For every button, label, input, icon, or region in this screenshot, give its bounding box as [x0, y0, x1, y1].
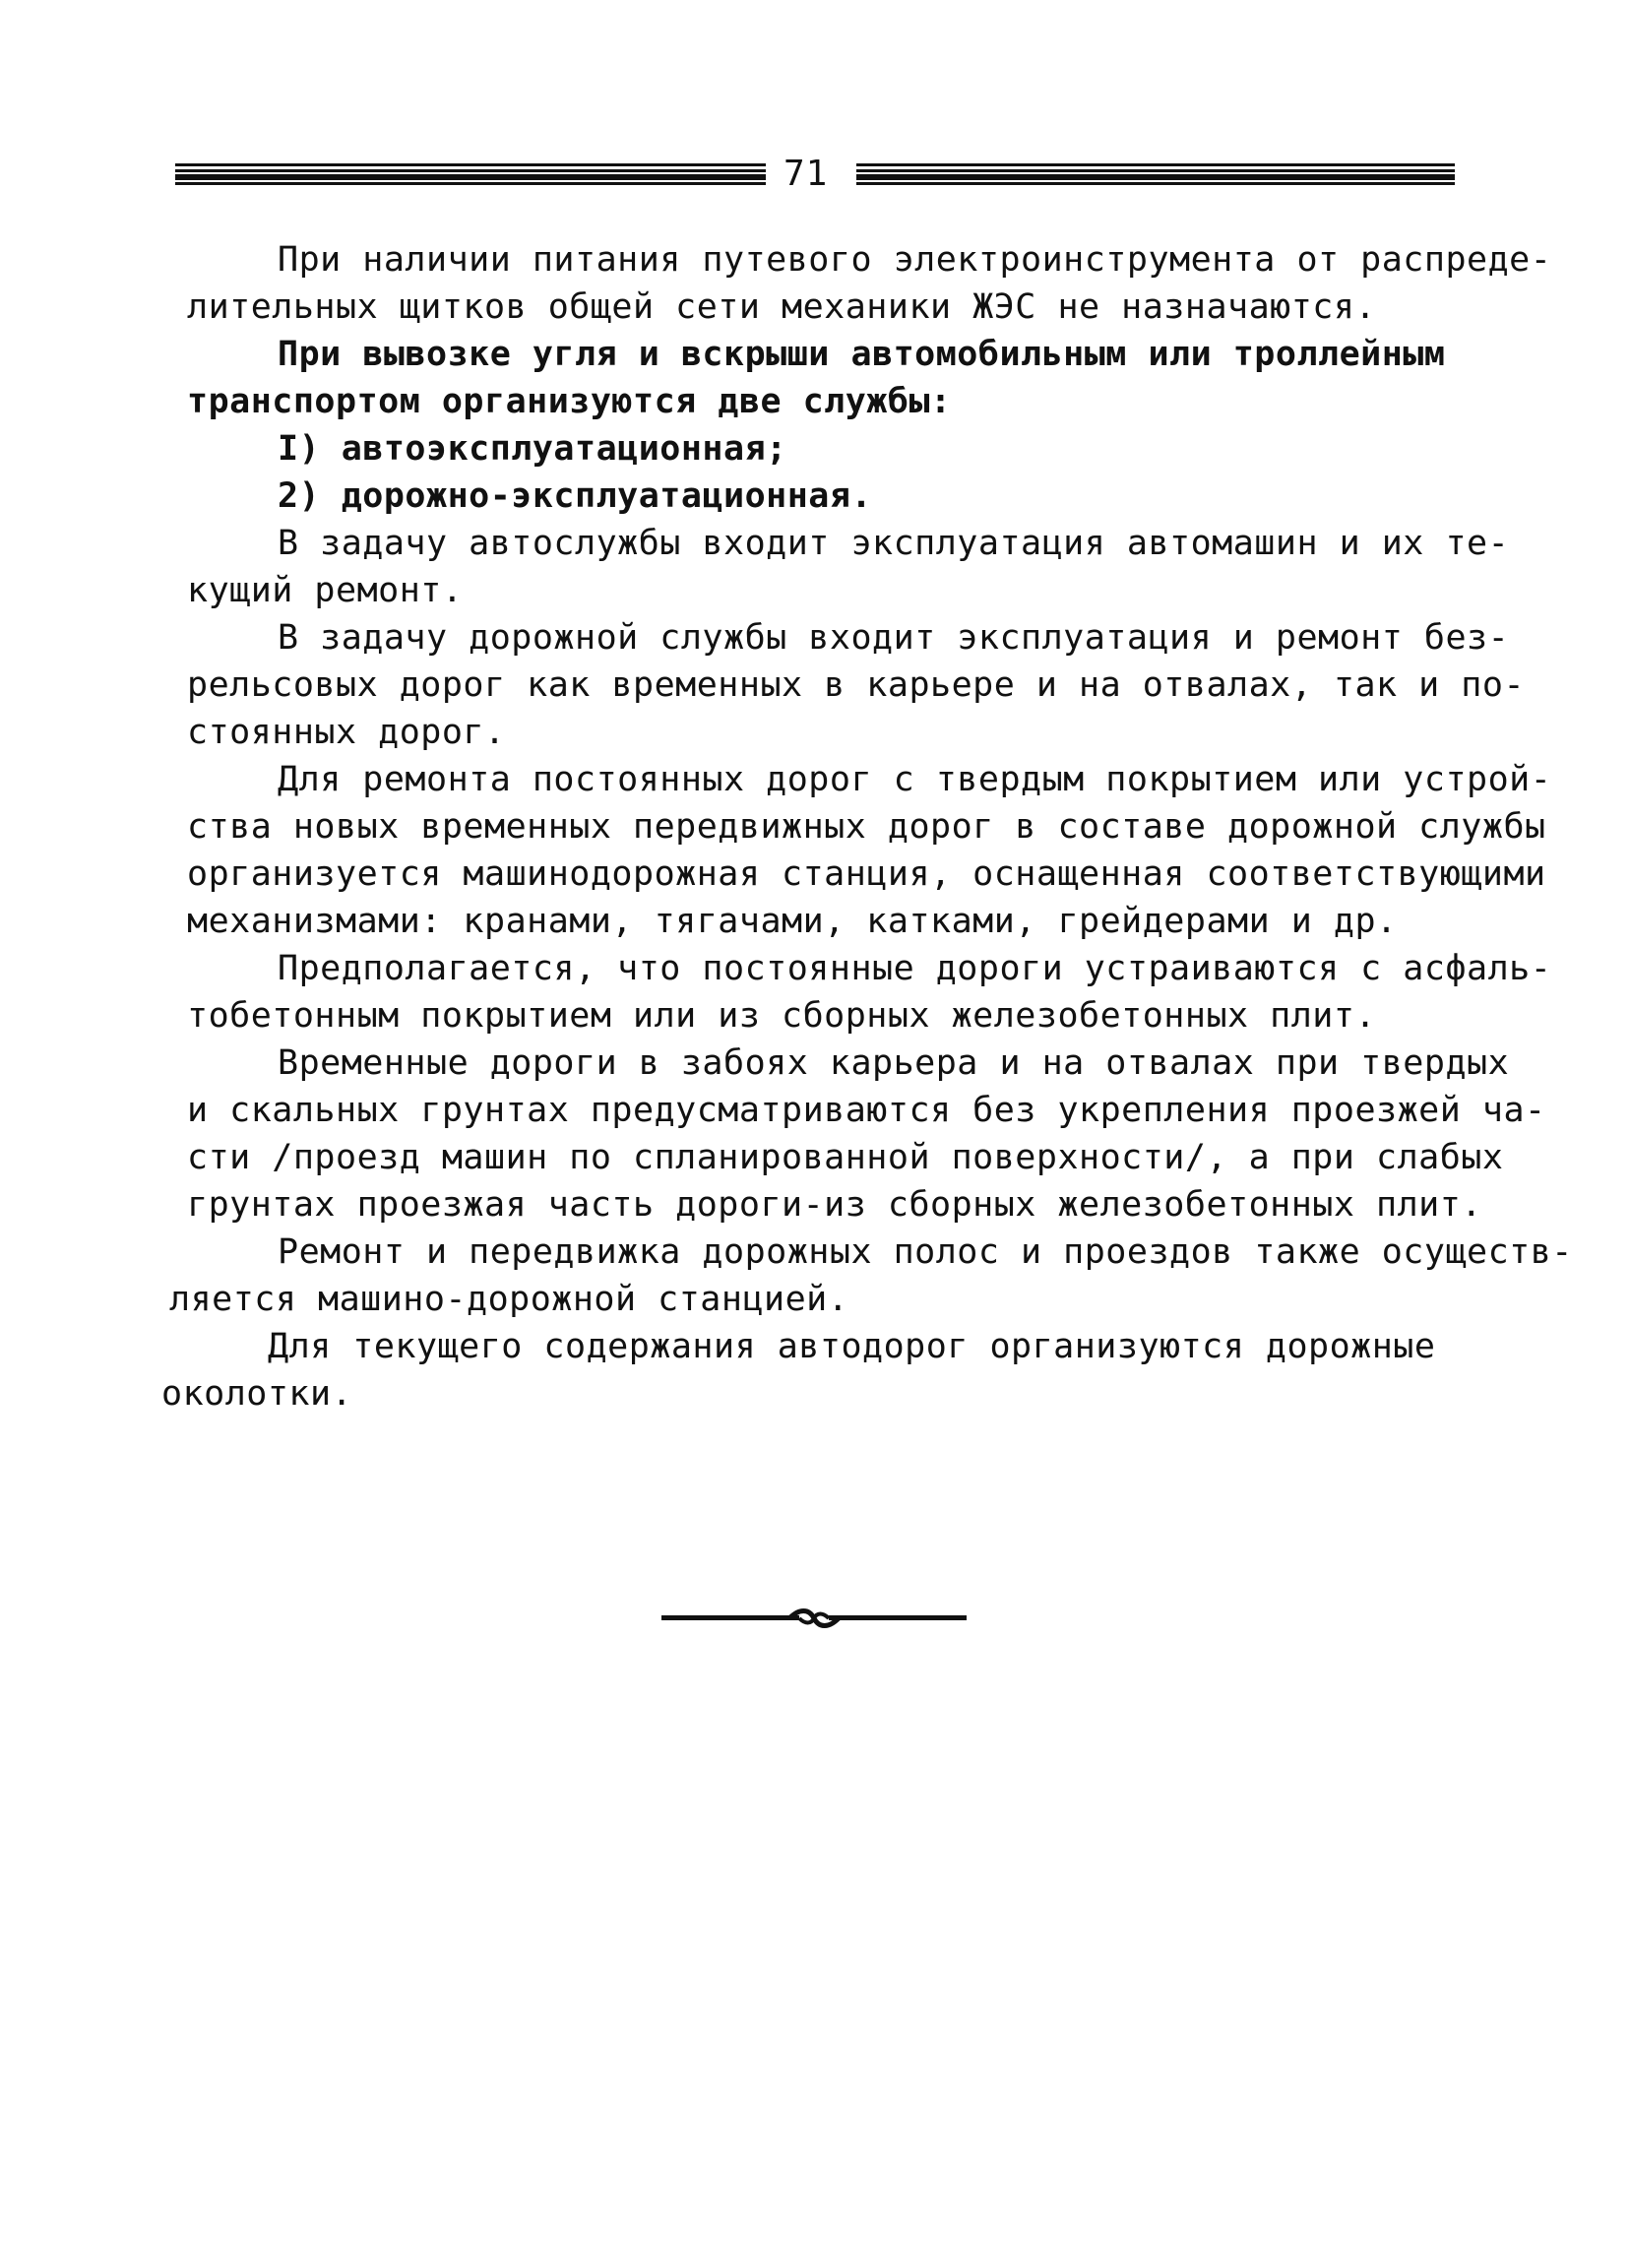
page-number: 71 [784, 154, 829, 194]
text-line: грунтах проезжая часть дороги-из сборных железобетонных плит. [187, 1185, 1482, 1225]
text-line: лительных щитков общей сети механики ЖЭС не назначаются. [187, 287, 1377, 327]
list-item-2: 2) дорожно-эксплуатационная. [278, 476, 873, 516]
text-line: При вывозке угля и вскрыши автомобильным или троллейным [278, 335, 1446, 374]
text-line: Для текущего содержания автодорог организуются дорожные [268, 1327, 1436, 1366]
text-line: транспортом организуются две службы: [187, 382, 952, 421]
text-line: сти /проезд машин по спланированной поверхности/, а при слабых [187, 1138, 1504, 1177]
text-line: ства новых временных передвижных дорог в составе дорожной службы [187, 807, 1546, 847]
text-line: кущий ремонт. [187, 571, 464, 610]
header-rule-left [175, 163, 766, 185]
header-rule-right [856, 163, 1455, 185]
text-line: организуется машинодорожная станция, оснащенная соответствующими [187, 854, 1546, 894]
text-line: ляется машино-дорожной станцией. [169, 1280, 849, 1319]
text-line: Для ремонта постоянных дорог с твердым покрытием или устрой- [278, 760, 1552, 799]
text-line: В задачу дорожной службы входит эксплуатация и ремонт без- [278, 618, 1510, 658]
text-line: Предполагается, что постоянные дороги устраиваются с асфаль- [278, 949, 1552, 988]
text-line: тобетонным покрытием или из сборных железобетонных плит. [187, 996, 1377, 1036]
text-line: стоянных дорог. [187, 713, 506, 752]
text-line: околотки. [161, 1374, 353, 1414]
list-item-1: I) автоэксплуатационная; [278, 429, 787, 469]
page-header [175, 156, 1455, 193]
text-line: При наличии питания путевого электроинструмента от распреде- [278, 240, 1552, 280]
text-line: В задачу автослужбы входит эксплуатация автомашин и их те- [278, 524, 1510, 563]
text-line: рельсовых дорог как временных в карьере и на отвалах, так и по- [187, 665, 1526, 705]
text-line: Ремонт и передвижка дорожных полос и проездов также осуществ- [278, 1232, 1573, 1272]
text-line: и скальных грунтах предусматриваются без укрепления проезжей ча- [187, 1091, 1546, 1130]
end-ornament-icon [661, 1606, 967, 1630]
text-line: механизмами: кранами, тягачами, катками, грейдерами и др. [187, 902, 1398, 941]
text-line: Временные дороги в забоях карьера и на отвалах при твердых [278, 1043, 1510, 1083]
